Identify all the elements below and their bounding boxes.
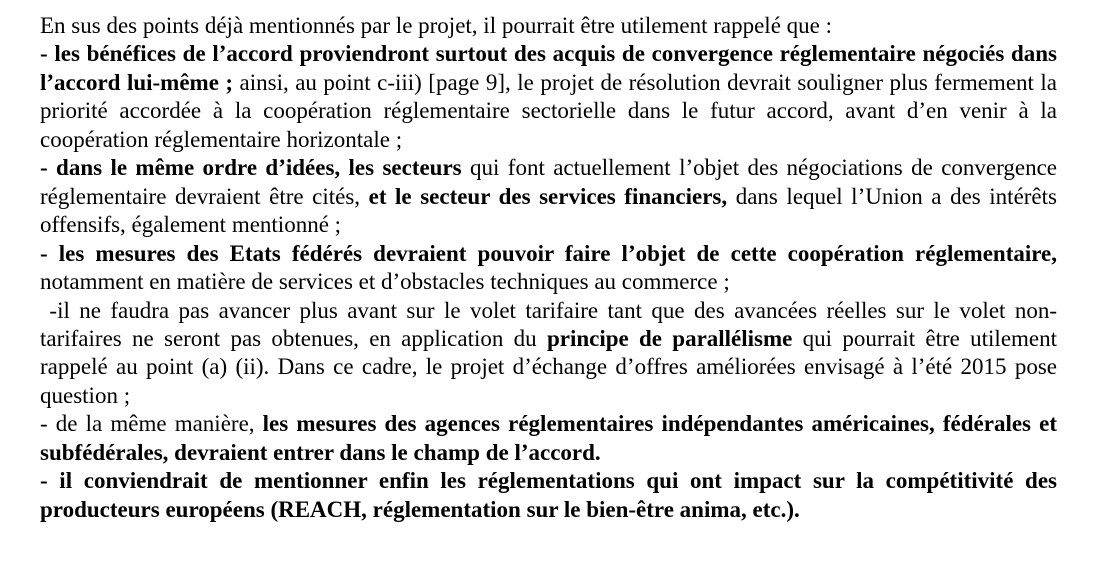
text-run: ainsi, au point c-iii) [page 9], le projet de résolution devrait souligner plus fermement la priorité accordée à la coopération réglementaire sectorielle dans le futur accord, avant d’en venir à la coopération réglementaire horizontale ; xyxy=(40,69,1057,152)
document-body xyxy=(40,12,1057,524)
bold-text-run: principe de parallélisme xyxy=(546,325,793,351)
bold-text-run: et le secteur des services financiers, xyxy=(368,183,736,209)
paragraph-1 xyxy=(40,12,1057,40)
paragraph-6 xyxy=(40,410,1057,467)
paragraph-3 xyxy=(40,154,1057,239)
bold-text-run: - il conviendrait de mentionner enfin les réglementations qui ont impact sur la compétitivité des producteurs européens (REACH, réglementation sur le bien-être anima, etc.). xyxy=(40,468,1057,522)
text-run: - de la même manière, xyxy=(40,411,263,437)
bold-text-run: les mesures des agences réglementaires indépendantes américaines, fédérales et subfédérales, devraient entrer dans le champ de l’accord. xyxy=(40,411,1057,465)
bold-text-run: - les bénéfices de l’accord proviendront surtout des acquis de convergence réglementaire négociés dans l’accord lui-même ; xyxy=(40,41,1057,95)
text-run: -il ne faudra pas avancer plus avant sur le volet tarifaire tant que des avancées réelles sur le volet non-tarifaires ne seront pas obtenues, en application du xyxy=(40,297,1057,351)
paragraph-4 xyxy=(40,240,1057,297)
paragraph-7 xyxy=(40,467,1057,524)
paragraph-2 xyxy=(40,40,1057,154)
bold-text-run: - les mesures des Etats fédérés devraient pouvoir faire l’objet de cette coopération réglementaire, xyxy=(40,240,1057,266)
text-run: qui pourrait être utilement rappelé au point (a) (ii). Dans ce cadre, le projet d’échange d’offres améliorées envisagé à l’été 2015 pose question ; xyxy=(40,325,1058,408)
bold-text-run: - dans le même ordre d’idées, les secteurs xyxy=(40,155,471,181)
text-run: dans lequel l’Union a des intérêts offensifs, également mentionné ; xyxy=(40,183,1057,238)
paragraph-5 xyxy=(40,297,1057,411)
text-run: notamment en matière de services et d’obstacles techniques au commerce ; xyxy=(40,269,730,295)
text-run: qui font actuellement l’objet des négociations de convergence réglementaire devraient être cités, xyxy=(40,155,1058,209)
text-run: En sus des points déjà mentionnés par le projet, il pourrait être utilement rappelé que : xyxy=(40,13,832,38)
